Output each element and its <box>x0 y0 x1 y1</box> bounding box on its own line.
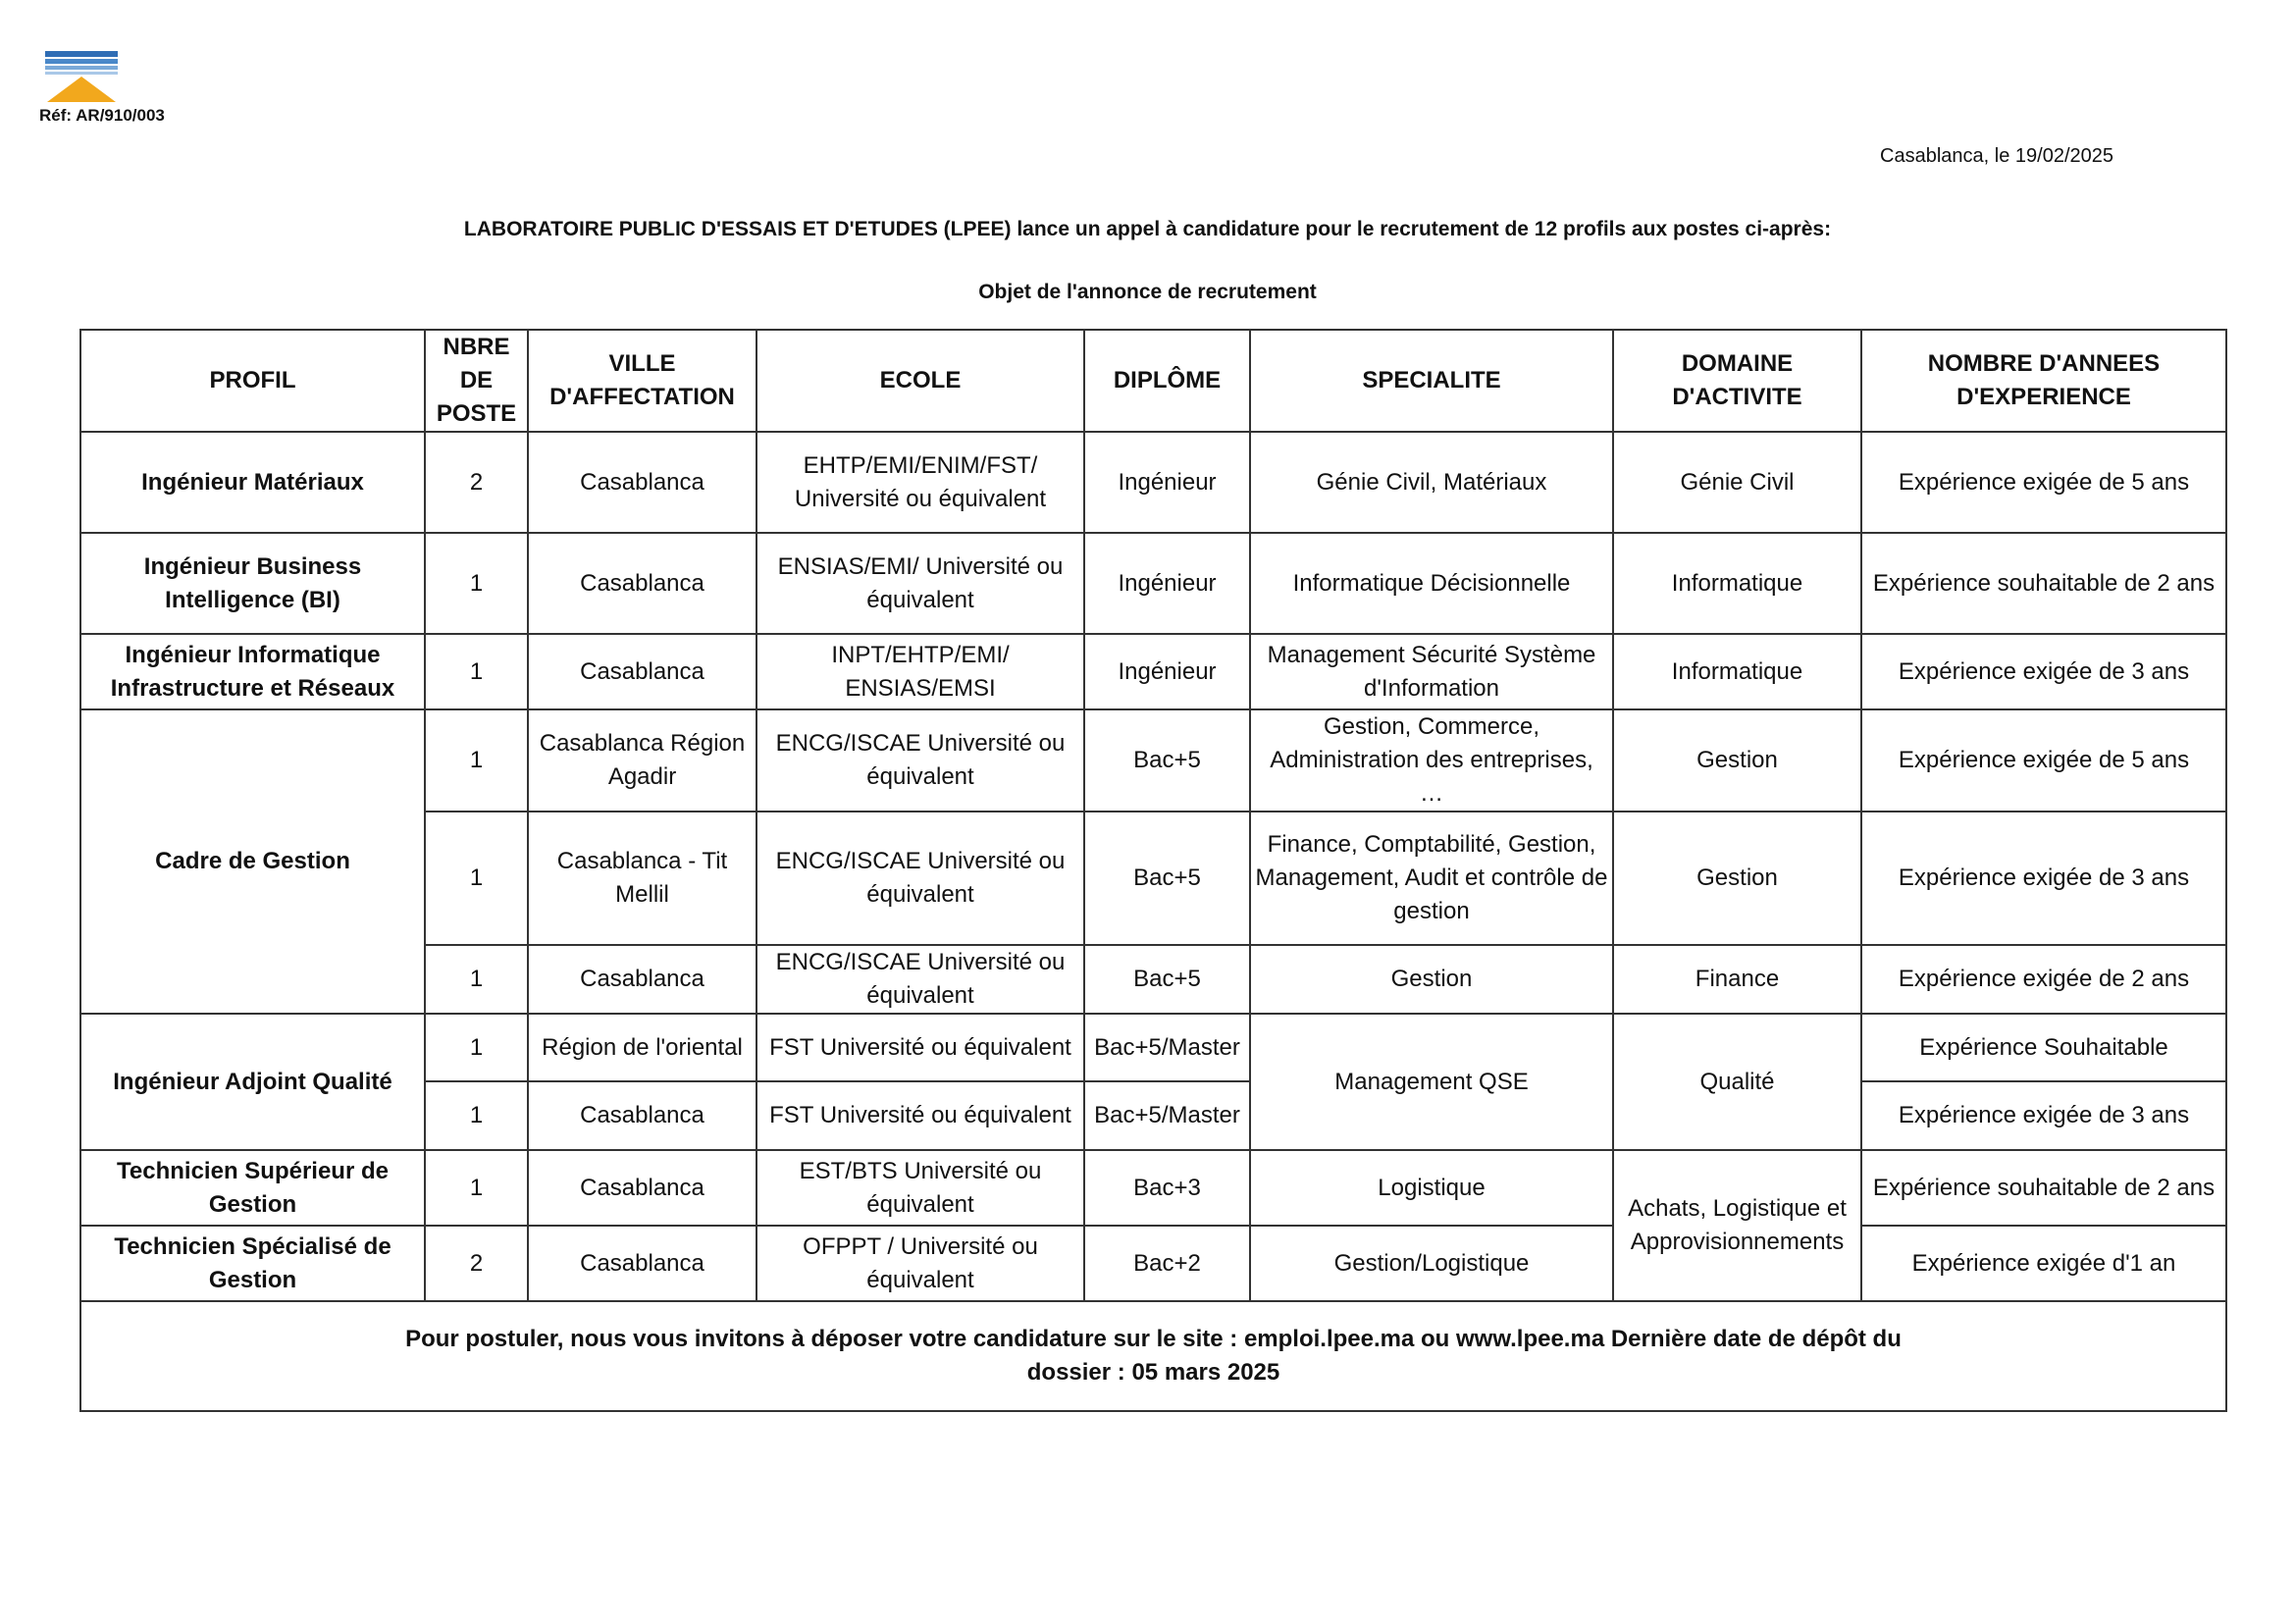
column-header-profil: PROFIL <box>80 330 425 432</box>
school-cell: ENCG/ISCAE Université ou équivalent <box>756 709 1084 812</box>
column-header-diplome: DIPLÔME <box>1084 330 1250 432</box>
profile-cell: Technicien Spécialisé de Gestion <box>80 1226 425 1301</box>
diploma-cell: Ingénieur <box>1084 533 1250 634</box>
table-row <box>80 1150 2226 1226</box>
school-cell: EST/BTS Université ou équivalent <box>756 1150 1084 1226</box>
diploma-cell: Bac+2 <box>1084 1226 1250 1301</box>
application-text: Pour postuler, nous vous invitons à déposer votre candidature sur le site : emploi.lpee.ma ou www.lpee.ma Dernière date de dépôt du dossier : 05 mars 2025 <box>405 1326 1902 1386</box>
application-instructions <box>80 1301 2226 1411</box>
diploma-cell: Bac+5 <box>1084 812 1250 945</box>
experience-cell: Expérience exigée de 3 ans <box>1861 634 2226 709</box>
experience-cell: Expérience exigée de 3 ans <box>1861 812 2226 945</box>
positions-cell: 2 <box>425 1226 528 1301</box>
diploma-cell: Bac+5 <box>1084 709 1250 812</box>
city-cell: Casablanca <box>528 533 756 634</box>
experience-cell: Expérience exigée d'1 an <box>1861 1226 2226 1301</box>
table-row <box>80 709 2226 812</box>
experience-cell: Expérience souhaitable de 2 ans <box>1861 533 2226 634</box>
table-row <box>80 1014 2226 1081</box>
positions-cell: 1 <box>425 533 528 634</box>
diploma-cell: Bac+5 <box>1084 945 1250 1014</box>
table-row <box>80 634 2226 709</box>
lpee-logo <box>45 51 118 102</box>
domain-cell: Finance <box>1613 945 1861 1014</box>
diploma-cell: Ingénieur <box>1084 634 1250 709</box>
city-cell: Casablanca <box>528 945 756 1014</box>
announcement-subject: Objet de l'annonce de recrutement <box>978 281 1317 303</box>
diploma-cell: Bac+3 <box>1084 1150 1250 1226</box>
experience-cell: Expérience exigée de 3 ans <box>1861 1081 2226 1150</box>
experience-cell: Expérience exigée de 5 ans <box>1861 432 2226 533</box>
domain-cell: Génie Civil <box>1613 432 1861 533</box>
column-header-ville: VILLE D'AFFECTATION <box>528 330 756 432</box>
specialty-cell: Gestion/Logistique <box>1250 1226 1613 1301</box>
city-cell: Casablanca <box>528 1226 756 1301</box>
school-cell: OFPPT / Université ou équivalent <box>756 1226 1084 1301</box>
school-cell: FST Université ou équivalent <box>756 1081 1084 1150</box>
positions-cell: 1 <box>425 634 528 709</box>
profile-cell: Ingénieur Business Intelligence (BI) <box>80 533 425 634</box>
specialty-cell: Gestion <box>1250 945 1613 1014</box>
announcement-headline: LABORATOIRE PUBLIC D'ESSAIS ET D'ETUDES (LPEE) lance un appel à candidature pour le recrutement de 12 profils aux postes ci-après: <box>463 218 1832 240</box>
specialty-cell: Gestion, Commerce, Administration des entreprises, … <box>1250 709 1613 812</box>
profile-cell: Ingénieur Matériaux <box>80 432 425 533</box>
column-header-domaine: DOMAINE D'ACTIVITE <box>1613 330 1861 432</box>
positions-cell: 2 <box>425 432 528 533</box>
specialty-cell: Informatique Décisionnelle <box>1250 533 1613 634</box>
school-cell: ENSIAS/EMI/ Université ou équivalent <box>756 533 1084 634</box>
domain-cell: Informatique <box>1613 634 1861 709</box>
experience-cell: Expérience souhaitable de 2 ans <box>1861 1150 2226 1226</box>
specialty-cell: Génie Civil, Matériaux <box>1250 432 1613 533</box>
table-row <box>80 1226 2226 1301</box>
recruitment-table <box>79 329 2227 1412</box>
specialty-cell: Management Sécurité Système d'Information <box>1250 634 1613 709</box>
place-date: Casablanca, le 19/02/2025 <box>1880 145 2113 167</box>
school-cell: FST Université ou équivalent <box>756 1014 1084 1081</box>
positions-cell: 1 <box>425 812 528 945</box>
diploma-cell: Bac+5/Master <box>1084 1014 1250 1081</box>
experience-cell: Expérience exigée de 2 ans <box>1861 945 2226 1014</box>
specialty-cell: Finance, Comptabilité, Gestion, Management, Audit et contrôle de gestion <box>1250 812 1613 945</box>
city-cell: Région de l'oriental <box>528 1014 756 1081</box>
column-header-specialite: SPECIALITE <box>1250 330 1613 432</box>
diploma-cell: Ingénieur <box>1084 432 1250 533</box>
reference-number: Réf: AR/910/003 <box>39 106 165 125</box>
domain-cell: Achats, Logistique et Approvisionnements <box>1613 1150 1861 1301</box>
school-cell: INPT/EHTP/EMI/ ENSIAS/EMSI <box>756 634 1084 709</box>
column-header-ecole: ECOLE <box>756 330 1084 432</box>
profile-cell: Technicien Supérieur de Gestion <box>80 1150 425 1226</box>
specialty-cell: Logistique <box>1250 1150 1613 1226</box>
domain-cell: Gestion <box>1613 812 1861 945</box>
column-header-nbre: NBRE DE POSTE <box>425 330 528 432</box>
specialty-cell: Management QSE <box>1250 1014 1613 1150</box>
profile-cell: Ingénieur Adjoint Qualité <box>80 1014 425 1150</box>
table-row <box>80 533 2226 634</box>
experience-cell: Expérience exigée de 5 ans <box>1861 709 2226 812</box>
city-cell: Casablanca <box>528 634 756 709</box>
positions-cell: 1 <box>425 709 528 812</box>
domain-cell: Informatique <box>1613 533 1861 634</box>
school-cell: EHTP/EMI/ENIM/FST/ Université ou équivalent <box>756 432 1084 533</box>
table-header-row <box>80 330 2226 432</box>
experience-cell: Expérience Souhaitable <box>1861 1014 2226 1081</box>
positions-cell: 1 <box>425 1014 528 1081</box>
profile-cell: Ingénieur Informatique Infrastructure et Réseaux <box>80 634 425 709</box>
table-row <box>80 432 2226 533</box>
column-header-experience: NOMBRE D'ANNEES D'EXPERIENCE <box>1861 330 2226 432</box>
city-cell: Casablanca <box>528 432 756 533</box>
city-cell: Casablanca - Tit Mellil <box>528 812 756 945</box>
school-cell: ENCG/ISCAE Université ou équivalent <box>756 945 1084 1014</box>
domain-cell: Qualité <box>1613 1014 1861 1150</box>
city-cell: Casablanca <box>528 1150 756 1226</box>
positions-cell: 1 <box>425 1150 528 1226</box>
domain-cell: Gestion <box>1613 709 1861 812</box>
diploma-cell: Bac+5/Master <box>1084 1081 1250 1150</box>
positions-cell: 1 <box>425 945 528 1014</box>
footer-row <box>80 1301 2226 1411</box>
positions-cell: 1 <box>425 1081 528 1150</box>
profile-cell: Cadre de Gestion <box>80 709 425 1014</box>
city-cell: Casablanca <box>528 1081 756 1150</box>
school-cell: ENCG/ISCAE Université ou équivalent <box>756 812 1084 945</box>
city-cell: Casablanca Région Agadir <box>528 709 756 812</box>
